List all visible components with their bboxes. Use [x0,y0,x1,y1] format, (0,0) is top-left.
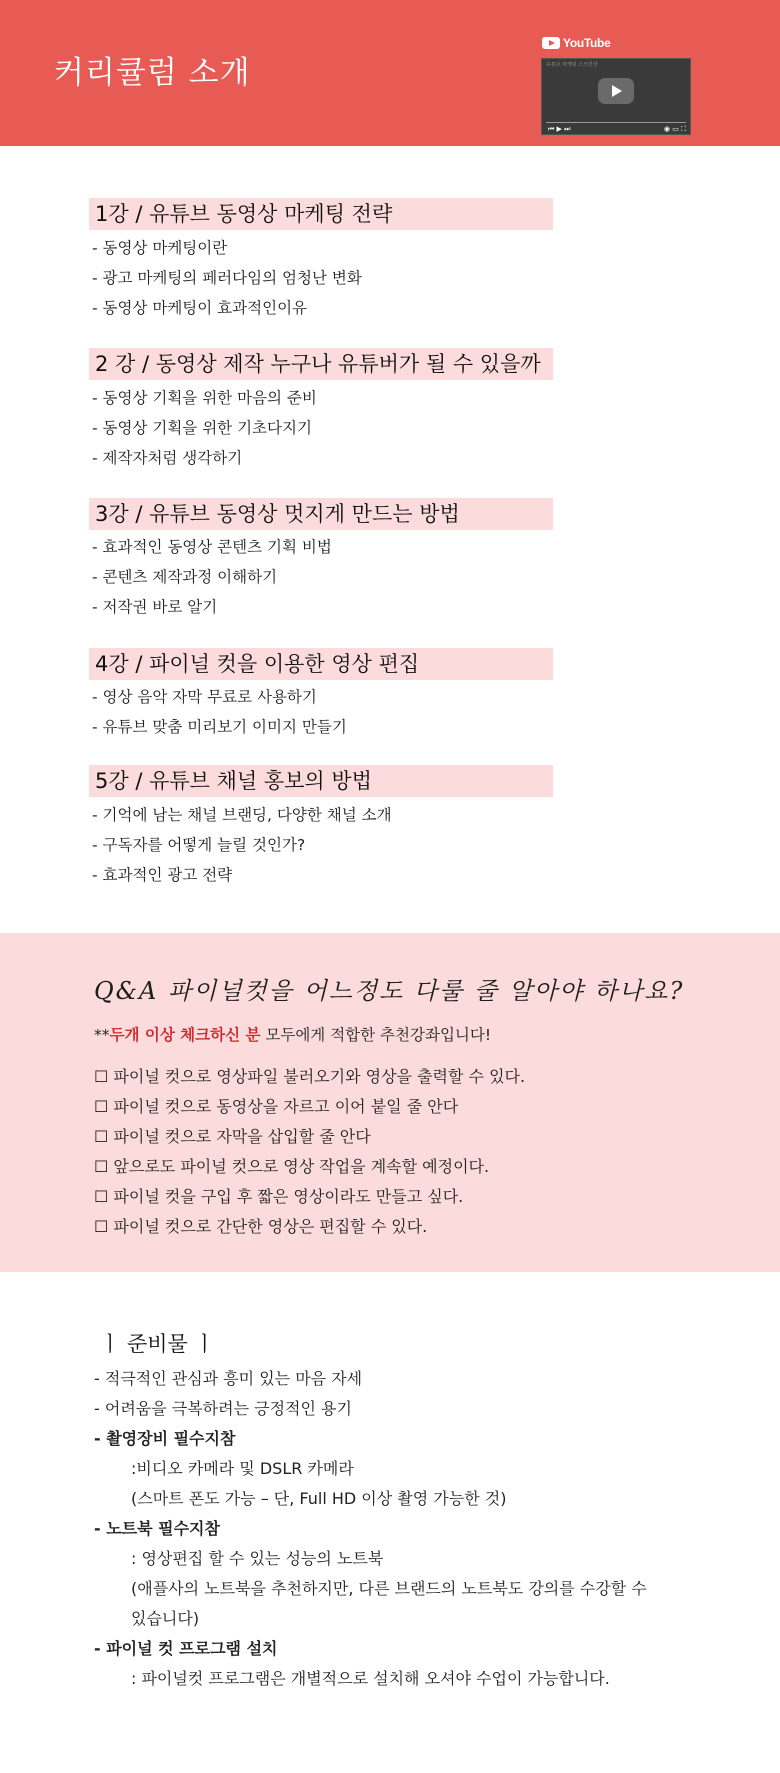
recommend-prefix: ** [94,1026,110,1044]
section-title: 4강 / 파이널 컷을 이용한 영상 편집 [89,648,553,680]
section-item: - 구독자를 어떻게 늘릴 것인가? [92,836,306,854]
player-controls-right[interactable]: ◉ ▭ ⛶ [663,125,686,133]
section-item: - 저작권 바로 알기 [92,598,218,616]
preparation-line: - 적극적인 관심과 흥미 있는 마음 자세 [94,1369,363,1388]
qa-checkbox-item: ☐ 파이널 컷으로 동영상을 자르고 이어 붙일 줄 안다 [94,1097,459,1116]
play-button-icon[interactable] [598,78,634,104]
section-item: - 동영상 마케팅이 효과적인이유 [92,299,308,317]
preparation-line: : 영상편집 할 수 있는 성능의 노트북 [131,1549,384,1568]
youtube-play-icon [542,37,560,49]
preparation-line: :비디오 카메라 및 DSLR 카메라 [131,1459,354,1478]
section-title: 3강 / 유튜브 동영상 멋지게 만드는 방법 [89,498,553,530]
qa-checkbox-item: ☐ 파이널 컷으로 영상파일 불러오기와 영상을 출력할 수 있다. [94,1067,526,1086]
section-title: 1강 / 유튜브 동영상 마케팅 전략 [89,198,553,230]
section-title: 5강 / 유튜브 채널 홍보의 방법 [89,765,553,797]
header-banner [0,0,780,146]
section-title: 2 강 / 동영상 제작 누구나 유튜버가 될 수 있을까 [89,348,553,380]
section-item: - 제작자처럼 생각하기 [92,449,243,467]
player-controls-left[interactable]: ⏮ ▶ ⏭ [548,125,571,133]
section-item: - 동영상 기획을 위한 마음의 준비 [92,389,317,407]
preparation-line: 있습니다) [131,1609,200,1628]
qa-checkbox-item: ☐ 파이널 컷으로 자막을 삽입할 줄 안다 [94,1127,371,1146]
youtube-logo-text: YouTube [563,36,611,50]
preparation-line: - 어려움을 극복하려는 긍정적인 용기 [94,1399,352,1418]
section-item: - 기억에 남는 채널 브랜딩, 다양한 채널 소개 [92,806,392,824]
preparation-line: - 촬영장비 필수지참 [94,1429,236,1448]
section-item: - 광고 마케팅의 페러다임의 엄청난 변화 [92,269,362,287]
preparation-line: : 파이널컷 프로그램은 개별적으로 설치해 오셔야 수업이 가능합니다. [131,1669,610,1688]
qa-checkbox-item: ☐ 파이널 컷으로 간단한 영상은 편집할 수 있다. [94,1217,428,1236]
section-item: - 동영상 마케팅이란 [92,239,228,257]
youtube-logo [542,36,610,50]
qa-recommend-note [94,1023,491,1045]
section-item: - 효과적인 동영상 콘텐츠 기획 비법 [92,538,332,556]
section-item: - 동영상 기획을 위한 기초다지기 [92,419,312,437]
section-item: - 유튜브 맞춤 미리보기 이미지 만들기 [92,718,347,736]
player-caption: 유튜브 마케팅 스크린샷 [546,62,598,68]
qa-checkbox-item: ☐ 파이널 컷을 구입 후 짧은 영상이라도 만들고 싶다. [94,1187,464,1206]
section-item: - 콘텐츠 제작과정 이해하기 [92,568,278,586]
recommend-highlight: 두개 이상 체크하신 분 [109,1026,261,1044]
section-item: - 효과적인 광고 전략 [92,866,233,884]
recommend-suffix: 모두에게 적합한 추천강좌입니다! [260,1026,492,1044]
page-title: 커리큘럼 소개 [54,55,251,91]
preparation-line: (애플사의 노트북을 추천하지만, 다른 브랜드의 노트북도 강의를 수강할 수 [131,1579,647,1598]
qa-checkbox-item: ☐ 앞으로도 파이널 컷으로 영상 작업을 계속할 예정이다. [94,1157,490,1176]
preparation-line: - 파이널 컷 프로그램 설치 [94,1639,278,1658]
video-player-thumbnail[interactable] [541,58,691,135]
qa-section [0,933,780,1272]
qa-title: Q&A 파이널컷을 어느정도 다룰 줄 알아야 하나요? [94,977,685,1005]
preparation-line: - 노트북 필수지참 [94,1519,220,1538]
player-progress-bar[interactable] [546,122,686,123]
preparation-title: ㅣ 준비물 ㅣ [100,1332,215,1356]
preparation-line: (스마트 폰도 가능 – 단, Full HD 이상 촬영 가능한 것) [131,1489,507,1508]
section-item: - 영상 음악 자막 무료로 사용하기 [92,688,317,706]
